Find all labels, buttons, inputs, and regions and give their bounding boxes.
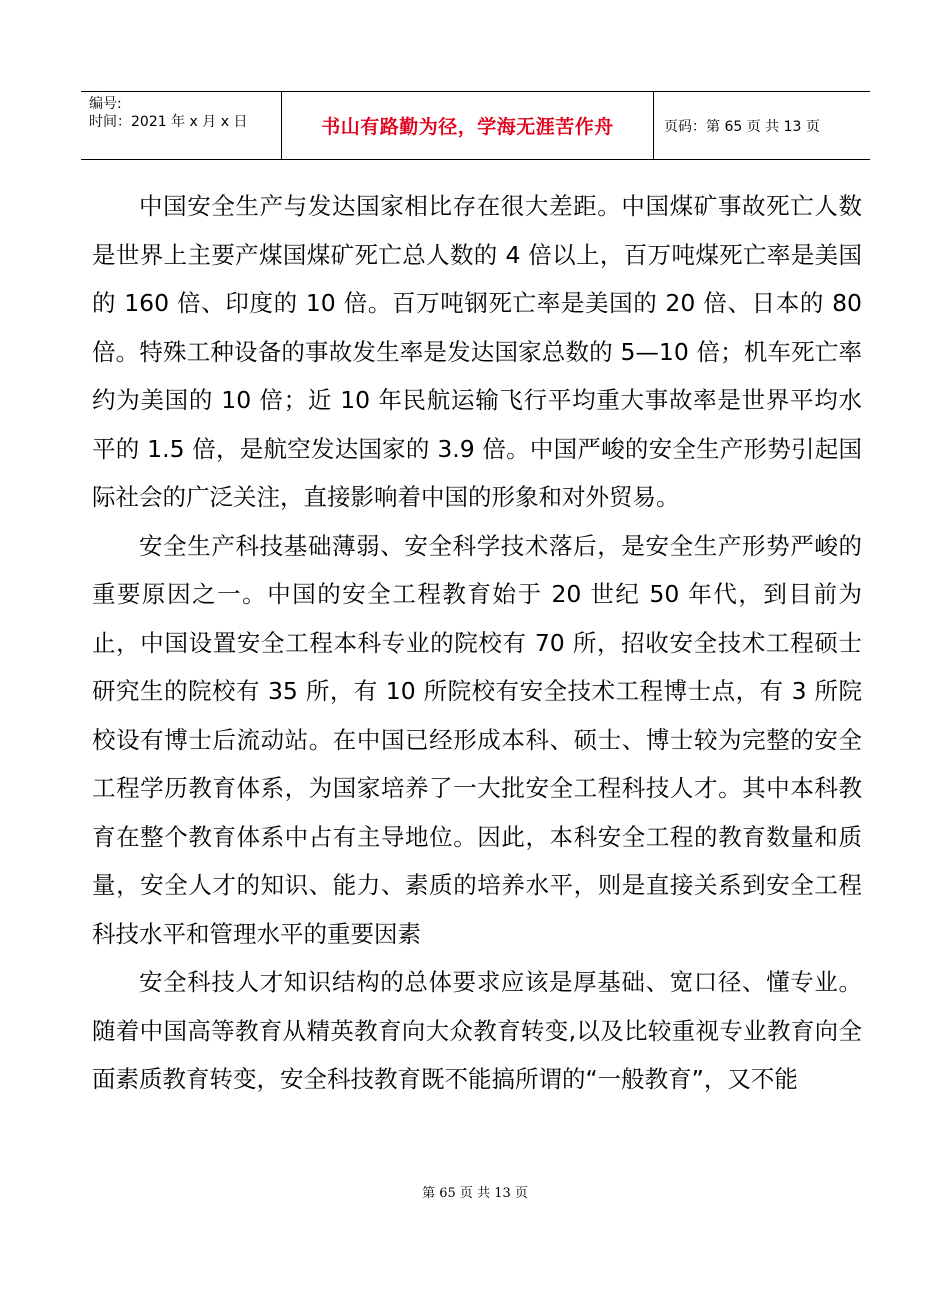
header-motto-cell <box>282 92 654 159</box>
document-time-label: 时间：2021 年 x 月 x 日 <box>89 114 248 130</box>
document-body <box>92 182 862 1104</box>
header-table <box>81 91 870 160</box>
body-paragraph: 安全生产科技基础薄弱、安全科学技术落后，是安全生产形势严峻的重要原因之一。中国的安全工程教育始于 20 世纪 50 年代，到目前为止，中国设置安全工程本科专业的院校有 70 所，招收安全技术工程硕士研究生的院校有 35 所，有 10 所院校有安全技术工程博士点，有 3 所院校设有博士后流动站。在中国已经形成本科、硕士、博士较为完整的安全工程学历教育体系，为国家培养了一大批安全工程科技人才。其中本科教育在整个教育体系中占有主导地位。因此，本科安全工程的教育数量和质量，安全人才的知识、能力、素质的培养水平，则是直接关系到安全工程科技水平和管理水平的重要因素 <box>92 531 862 948</box>
header-page-code: 页码：第 65 页 共 13 页 <box>664 118 820 135</box>
page-footer: 第 65 页 共 13 页 <box>422 1186 528 1201</box>
header-motto: 书山有路勤为径，学海无涯苦作舟 <box>321 116 614 138</box>
header-page-code-cell <box>654 92 870 159</box>
body-paragraph: 中国安全生产与发达国家相比存在很大差距。中国煤矿事故死亡人数是世界上主要产煤国煤矿死亡总人数的 4 倍以上，百万吨煤死亡率是美国的 160 倍、印度的 10 倍。百万吨钢死亡率是美国的 20 倍、日本的 80 倍。特殊工种设备的事故发生率是发达国家总数的 5—10 倍；机车死亡率约为美国的 10 倍；近 10 年民航运输飞行平均重大事故率是世界平均水平的 1.5 倍，是航空发达国家的 3.9 倍。中国严峻的安全生产形势引起国际社会的广泛关注，直接影响着中国的形象和对外贸易。 <box>92 192 862 511</box>
document-number-label: 编号: <box>89 96 122 112</box>
header-info-cell <box>81 92 282 159</box>
body-paragraph: 安全科技人才知识结构的总体要求应该是厚基础、宽口径、懂专业。随着中国高等教育从精英教育向大众教育转变,以及比较重视专业教育向全面素质教育转变，安全科技教育既不能搞所谓的“一般教育”，又不能 <box>92 968 862 1093</box>
